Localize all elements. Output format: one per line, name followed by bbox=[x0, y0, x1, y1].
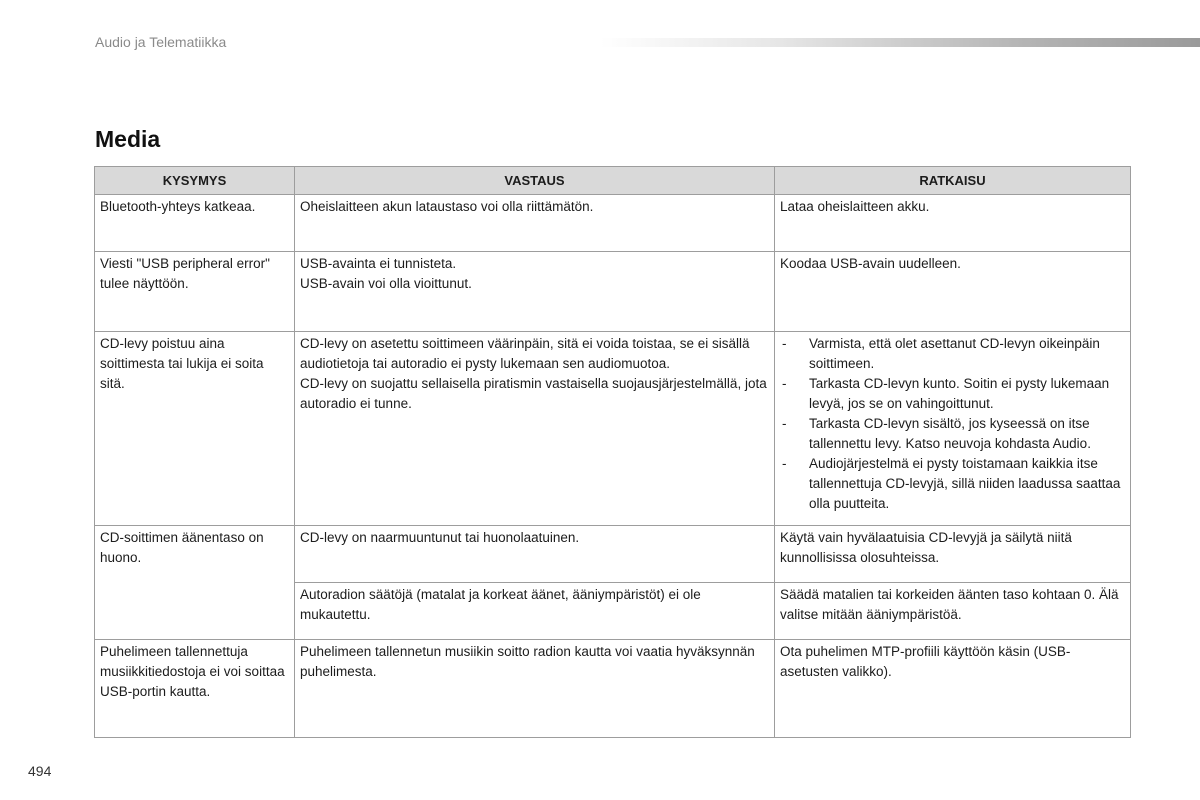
page-number: 494 bbox=[28, 763, 52, 779]
answer-cell bbox=[295, 332, 775, 526]
question-cell: Viesti "USB peripheral error" tulee näyttöön. bbox=[95, 252, 295, 332]
question-cell: CD-soittimen äänentaso on huono. bbox=[95, 526, 295, 640]
table-row bbox=[95, 332, 1131, 526]
running-header: Audio ja Telematiikka bbox=[95, 34, 227, 50]
answer-cell bbox=[295, 195, 775, 252]
answer-cell: CD-levy on naarmuuntunut tai huonolaatuinen. bbox=[295, 526, 775, 583]
answer-cell: Autoradion säätöjä (matalat ja korkeat äänet, ääniympäristöt) ei ole mukautettu. bbox=[295, 583, 775, 640]
solution-cell bbox=[775, 640, 1131, 738]
solution-list-item: - Tarkasta CD-levyn kunto. Soitin ei pysty lukemaan levyä, jos se on vahingoittunut. bbox=[780, 374, 1125, 414]
solution-list-item: - Tarkasta CD-levyn sisältö, jos kyseessä on itse tallennettu levy. Katso neuvoja kohdasta Audio. bbox=[780, 414, 1125, 454]
column-header-answer: VASTAUS bbox=[295, 167, 775, 195]
solution-cell bbox=[775, 252, 1131, 332]
solution-list-item: - Audiojärjestelmä ei pysty toistamaan kaikkia itse tallennettuja CD-levyjä, sillä niiden laadussa saattaa olla puutteita. bbox=[780, 454, 1125, 514]
solution-text: Ota puhelimen MTP-profiili käyttöön käsin (USB-asetusten valikko). bbox=[780, 644, 1071, 679]
question-cell: Bluetooth-yhteys katkeaa. bbox=[95, 195, 295, 252]
answer-text: Oheislaitteen akun lataustaso voi olla riittämätön. bbox=[300, 199, 594, 214]
solution-cell bbox=[775, 195, 1131, 252]
table-header-row bbox=[95, 167, 1131, 195]
solution-text: Koodaa USB-avain uudelleen. bbox=[780, 256, 961, 271]
section-title: Media bbox=[95, 126, 161, 152]
answer-text: USB-avainta ei tunnisteta. bbox=[300, 256, 457, 271]
answer-text: USB-avain voi olla vioittunut. bbox=[300, 276, 472, 291]
solution-cell: Käytä vain hyvälaatuisia CD-levyjä ja säilytä niitä kunnollisissa olosuhteissa. bbox=[775, 526, 1131, 583]
answer-text: CD-levy on suojattu sellaisella piratismin vastaisella suojausjärjestelmällä, jota autoradio ei tunne. bbox=[300, 376, 767, 411]
question-cell: Puhelimeen tallennettuja musiikkitiedostoja ei voi soittaa USB-portin kautta. bbox=[95, 640, 295, 738]
solution-text: Lataa oheislaitteen akku. bbox=[780, 199, 930, 214]
answer-cell bbox=[295, 640, 775, 738]
column-header-solution: RATKAISU bbox=[775, 167, 1131, 195]
solution-cell: Säädä matalien tai korkeiden äänten taso kohtaan 0. Älä valitse mitään ääniympäristöä. bbox=[775, 583, 1131, 640]
answer-cell bbox=[295, 252, 775, 332]
table-row bbox=[95, 640, 1131, 738]
table-row bbox=[95, 252, 1131, 332]
troubleshooting-table bbox=[94, 166, 1131, 738]
answer-text: CD-levy on asetettu soittimeen väärinpäin, sitä ei voida toistaa, se ei sisällä audiotietoja tai autoradio ei pysty lukemaan sen audiomuotoa. bbox=[300, 336, 750, 371]
solution-list-item: - Varmista, että olet asettanut CD-levyn oikeinpäin soittimeen. bbox=[780, 334, 1125, 374]
table-row bbox=[95, 195, 1131, 252]
solution-cell bbox=[775, 332, 1131, 526]
solution-list bbox=[780, 334, 1125, 514]
answer-text: Puhelimeen tallennetun musiikin soitto radion kautta voi vaatia hyväksynnän puhelimesta. bbox=[300, 644, 755, 679]
table-row bbox=[95, 526, 1131, 583]
column-header-question: KYSYMYS bbox=[95, 167, 295, 195]
header-gradient-bar bbox=[600, 38, 1200, 47]
question-cell: CD-levy poistuu aina soittimesta tai lukija ei soita sitä. bbox=[95, 332, 295, 526]
